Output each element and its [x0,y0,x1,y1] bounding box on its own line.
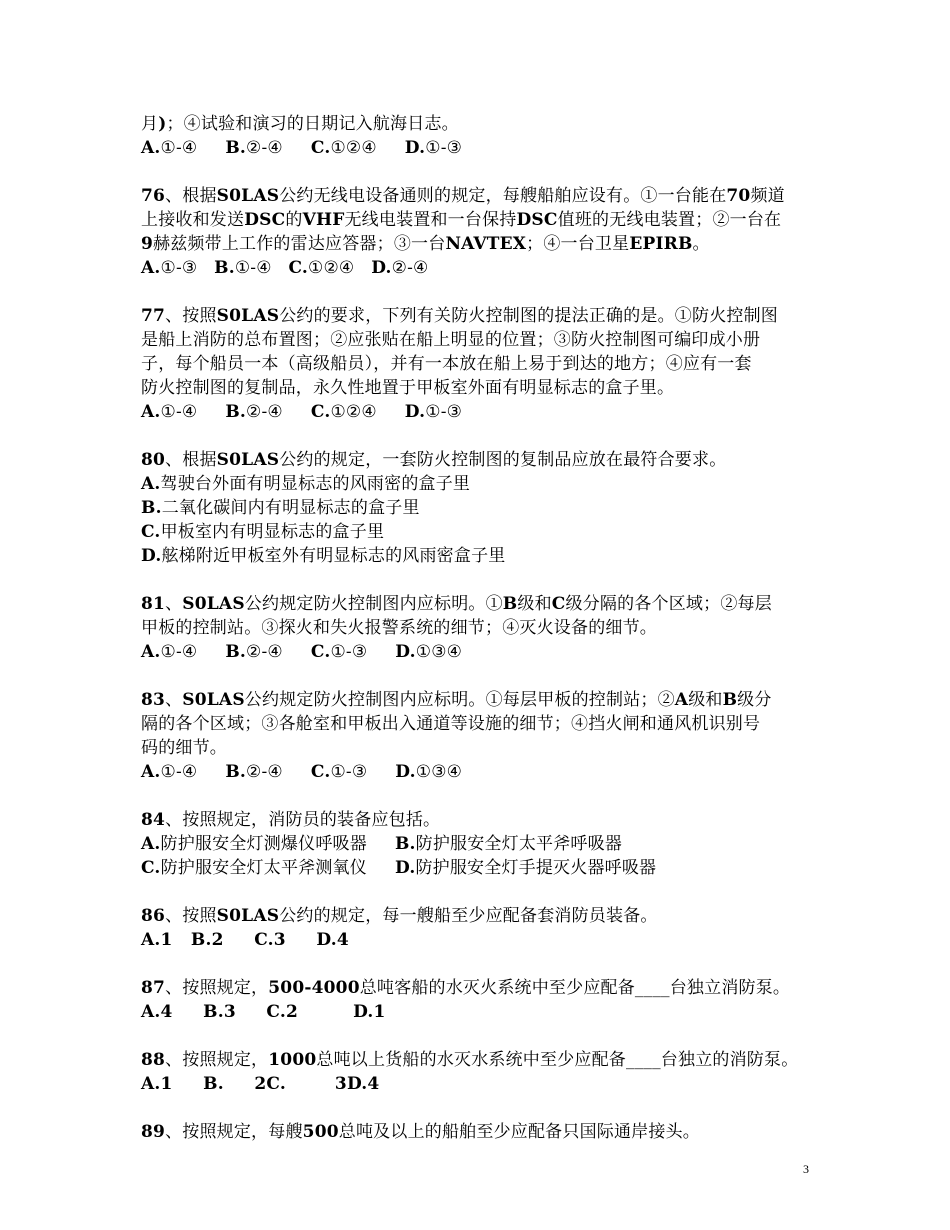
text-line [141,544,505,568]
text-line [141,304,778,328]
bold-run: B. [394,834,416,854]
bold-run: ) [158,114,167,134]
bold-run: B. [225,642,247,662]
bold-run: D. [404,138,426,158]
text-run: ②-④ [391,258,429,278]
text-run: 级和 [688,690,723,710]
bold-run: A. [141,474,161,494]
text-run: ①-③ [160,258,215,278]
bold-run: DSC [244,210,286,230]
text-line [141,616,657,640]
text-line [141,832,622,856]
text-line [141,376,674,400]
text-run: 。 [692,234,710,254]
bold-run: C [551,594,566,614]
text-run: ①-④ [160,402,226,422]
text-run: 赫兹频带上工作的雷达应答器；③一台 [153,234,446,254]
bold-run: B. [214,258,235,278]
text-run: 、 [165,594,183,614]
text-line [141,112,459,136]
bold-run: S0LAS [216,450,280,470]
text-run: 、按照 [165,306,217,326]
text-line [141,1048,798,1072]
text-run: 公约的规定，一套防火控制图的复制品应放在最符合要求。 [279,450,727,470]
bold-run: 84 [141,810,166,830]
text-run: 、根据 [165,450,217,470]
text-run: ②-④ [246,642,311,662]
bold-run: VHF [302,210,345,230]
bold-run: 77 [141,306,166,326]
text-run: 码的细节。 [141,738,227,758]
text-run: ②-④ [246,762,311,782]
text-line [141,760,462,784]
text-run: 、按照规定， [165,978,269,998]
bold-run: 500 [302,1122,339,1142]
text-line [141,856,656,880]
text-run: 防护服安全灯手提灭火器呼吸器 [415,858,657,878]
text-line [141,184,785,208]
text-line [141,328,760,352]
bold-run: S0LAS [182,690,245,710]
text-run: 驾驶台外面有明显标志的风雨密的盒子里 [160,474,471,494]
text-run: ①-③ [330,642,396,662]
bold-run: 1000 [268,1050,317,1070]
text-line [141,592,772,616]
bold-run: C. [310,138,331,158]
text-line [141,1000,386,1024]
bold-run: D. [395,642,416,662]
text-run: ①-③ [330,762,396,782]
bold-run: EPIRB [629,234,693,254]
text-run: ①②④ [330,402,405,422]
text-run: ①-④ [160,138,226,158]
bold-run: D. [395,762,416,782]
bold-run: 87 [141,978,166,998]
bold-run: B. [225,762,247,782]
text-run: ①③④ [415,762,463,782]
text-line [141,1072,379,1096]
text-run: 甲板的控制站。③探火和失火报警系统的细节；④灭火设备的细节。 [141,618,657,638]
bold-run: A. [141,642,161,662]
text-run: 防护服安全灯测爆仪呼吸器 [160,834,395,854]
text-line [141,976,790,1000]
bold-run: 9 [141,234,154,254]
text-run: 月 [141,114,159,134]
bold-run: C. [310,762,331,782]
text-line [141,208,781,232]
text-run: 总吨以上货船的水灭水系统中至少应配备____台独立的消防泵。 [316,1050,799,1070]
bold-run: 89 [141,1122,166,1142]
bold-run: B [722,690,738,710]
page-number: 3 [803,1162,809,1176]
text-run: 公约规定防火控制图内应标明。①每层甲板的控制站；② [244,690,675,710]
bold-run: A.1 B.2 C.3 D.4 [141,930,349,950]
text-line [141,352,752,376]
text-run: ①③④ [415,642,463,662]
text-line [141,688,772,712]
text-run: ；④一台卫星 [526,234,630,254]
text-line [141,400,462,424]
bold-run: C. [310,642,331,662]
text-line [141,808,440,832]
text-run: 上接收和发送 [141,210,245,230]
bold-run: C. [141,522,161,542]
text-run: 公约的规定，每一艘船至少应配备套消防员装备。 [279,906,658,926]
text-run: 、按照 [165,906,217,926]
text-run: 、按照规定， [165,1050,269,1070]
text-line [141,472,470,496]
text-run: 甲板室内有明显标志的盒子里 [160,522,385,542]
text-run: 级和 [517,594,552,614]
bold-run: C. [288,258,309,278]
text-line [141,904,658,928]
bold-run: 86 [141,906,166,926]
bold-run: S0LAS [216,906,280,926]
bold-run: S0LAS [216,186,280,206]
bold-run: D. [141,546,162,566]
text-run: 的 [285,210,303,230]
text-run: 防护服安全灯太平斧测氧仪 [160,858,395,878]
text-line [141,136,462,160]
bold-run: A [674,690,689,710]
text-run: 、按照规定，每艘 [165,1122,303,1142]
bold-run: A. [141,138,161,158]
bold-run: B [502,594,518,614]
text-run: 防火控制图的复制品，永久性地置于甲板室外面有明显标志的盒子里。 [141,378,675,398]
text-run: ①②④ [330,138,405,158]
bold-run: S0LAS [182,594,245,614]
bold-run: B. [141,498,162,518]
bold-run: NAVTEX [445,234,527,254]
text-run: ②-④ [246,138,311,158]
bold-run: B. [225,138,247,158]
text-run: 是船上消防的总布置图；②应张贴在船上明显的位置；③防火控制图可编印成小册 [141,330,761,350]
text-run: 总吨及以上的船舶至少应配备只国际通岸接头。 [338,1122,700,1142]
bold-run: A. [141,834,161,854]
bold-run: C. [310,402,331,422]
bold-run: B. [225,402,247,422]
text-run: ①-④ [160,762,226,782]
text-line [141,232,710,256]
bold-run: A.4 B.3 C.2 D.1 [141,1002,386,1022]
bold-run: S0LAS [216,306,280,326]
bold-run: D. [371,258,392,278]
text-run: ①②④ [308,258,372,278]
bold-run: 500-4000 [268,978,360,998]
bold-run: 76 [141,186,166,206]
bold-run: 83 [141,690,166,710]
bold-run: DSC [516,210,558,230]
text-line [141,496,420,520]
text-run: 子，每个船员一本（高级船员），并有一本放在船上易于到达的地方；④应有一套 [141,354,752,374]
text-run: ；④试验和演习的日期记入航海日志。 [166,114,459,134]
text-run: ①-③ [425,402,463,422]
text-run: 公约无线电设备通则的规定，每艘船舶应设有。①一台能在 [279,186,727,206]
bold-run: 81 [141,594,166,614]
bold-run: A. [141,402,161,422]
text-run: ①-④ [160,642,226,662]
text-run: ②-④ [246,402,311,422]
text-run: 舷梯附近甲板室外有明显标志的风雨密盒子里 [161,546,506,566]
text-run: 总吨客船的水灭火系统中至少应配备____台独立消防泵。 [359,978,791,998]
bold-run: 88 [141,1050,166,1070]
text-run: 二氧化碳间内有明显标志的盒子里 [161,498,420,518]
text-run: 公约规定防火控制图内应标明。① [244,594,503,614]
text-run: 级分隔的各个区域；②每层 [565,594,772,614]
text-run: 频道 [750,186,785,206]
text-line [141,520,384,544]
bold-run: D. [394,858,416,878]
text-run: ①-③ [425,138,463,158]
text-run: 公约的要求，下列有关防火控制图的提法正确的是。①防火控制图 [279,306,779,326]
text-run: 、按照规定，消防员的装备应包括。 [165,810,441,830]
text-run: ①-④ [234,258,289,278]
text-run: 防护服安全灯太平斧呼吸器 [415,834,623,854]
bold-run: A. [141,258,161,278]
bold-run: D. [404,402,426,422]
text-line [141,256,428,280]
bold-run: 70 [726,186,751,206]
text-run: 值班的无线电装置；②一台在 [557,210,782,230]
text-line [141,928,349,952]
bold-run: A.1 B. 2C. 3D.4 [141,1074,380,1094]
text-line [141,736,227,760]
text-line [141,448,726,472]
text-run: 级分 [737,690,772,710]
text-run: 隔的各个区域；③各舱室和甲板出入通道等设施的细节；④挡火闸和通风机识别号 [141,714,761,734]
text-run: 、根据 [165,186,217,206]
text-line [141,640,462,664]
bold-run: 80 [141,450,166,470]
text-run: 无线电装置和一台保持 [344,210,517,230]
bold-run: C. [141,858,161,878]
text-line [141,1120,700,1144]
text-line [141,712,760,736]
text-run: 、 [165,690,183,710]
bold-run: A. [141,762,161,782]
